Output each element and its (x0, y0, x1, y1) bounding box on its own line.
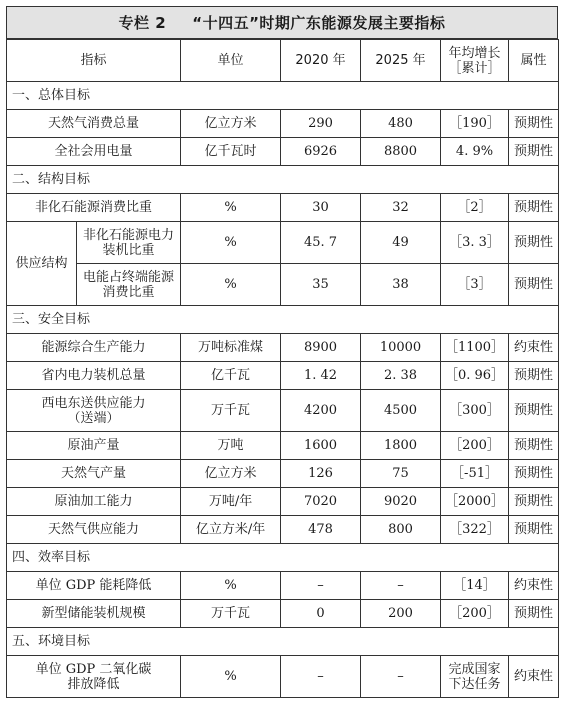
table-row (7, 138, 559, 166)
row-name: 省内电力装机总量 (7, 362, 181, 390)
row-growth: ［0. 96］ (441, 362, 509, 390)
header-row (7, 40, 559, 82)
row-name (7, 656, 181, 698)
row-attr: 约束性 (509, 656, 559, 698)
row-2025: – (361, 572, 441, 600)
title-text: “十四五”时期广东能源发展主要指标 (192, 14, 446, 32)
row-growth-line2: 下达任务 (448, 676, 501, 692)
section-security: 三、安全目标 (7, 306, 559, 334)
row-2020: 7020 (281, 488, 361, 516)
row-attr: 预期性 (509, 460, 559, 488)
row-attr: 预期性 (509, 138, 559, 166)
row-unit: % (181, 264, 281, 306)
row-unit: 亿立方米 (181, 460, 281, 488)
row-2020: 8900 (281, 334, 361, 362)
row-2020: 1600 (281, 432, 361, 460)
row-unit: % (181, 222, 281, 264)
section-efficiency: 四、效率目标 (7, 544, 559, 572)
section-overall: 一、总体目标 (7, 82, 559, 110)
row-name-line1: 西电东送供应能力 (41, 395, 146, 411)
section-row (7, 166, 559, 194)
row-name: 全社会用电量 (7, 138, 181, 166)
row-2020: – (281, 572, 361, 600)
row-unit: 万吨 (181, 432, 281, 460)
row-attr: 约束性 (509, 572, 559, 600)
table-row (7, 390, 559, 432)
row-name (77, 222, 181, 264)
table-row (7, 222, 559, 264)
row-2025: 32 (361, 194, 441, 222)
row-name-line2: 装机比重 (102, 242, 155, 258)
row-growth: ［200］ (441, 600, 509, 628)
row-growth-line1: 完成国家 (448, 661, 501, 677)
row-attr: 预期性 (509, 488, 559, 516)
section-row (7, 306, 559, 334)
table-row (7, 460, 559, 488)
table-row (7, 264, 559, 306)
row-growth: ［322］ (441, 516, 509, 544)
row-growth: ［190］ (441, 110, 509, 138)
row-attr: 预期性 (509, 264, 559, 306)
header-indicator: 指标 (7, 40, 181, 82)
row-attr: 预期性 (509, 362, 559, 390)
row-2025: 9020 (361, 488, 441, 516)
row-name-line2: （送端） (67, 410, 120, 426)
row-name-line2: 排放降低 (67, 676, 120, 692)
section-row (7, 544, 559, 572)
row-growth: ［300］ (441, 390, 509, 432)
row-name-line1: 电能占终端能源 (83, 269, 175, 285)
row-name: 新型储能装机规模 (7, 600, 181, 628)
row-attr: 预期性 (509, 194, 559, 222)
row-2020: 45. 7 (281, 222, 361, 264)
table-row (7, 194, 559, 222)
row-name (77, 264, 181, 306)
header-growth-line1: 年均增长 (448, 45, 501, 61)
row-name: 非化石能源消费比重 (7, 194, 181, 222)
header-attr: 属性 (509, 40, 559, 82)
row-unit: 亿立方米 (181, 110, 281, 138)
row-2025: 800 (361, 516, 441, 544)
row-name-line1: 单位 GDP 二氧化碳 (35, 661, 152, 677)
row-2025: 8800 (361, 138, 441, 166)
row-2020: 1. 42 (281, 362, 361, 390)
header-growth-line2: ［累计］ (448, 60, 501, 76)
table-row (7, 362, 559, 390)
row-unit: 万吨/年 (181, 488, 281, 516)
supply-structure-label: 供应结构 (7, 222, 77, 306)
header-2020: 2020 年 (281, 40, 361, 82)
table-row (7, 600, 559, 628)
row-growth: ［14］ (441, 572, 509, 600)
row-growth: ［3］ (441, 264, 509, 306)
row-2025: 38 (361, 264, 441, 306)
row-2020: 126 (281, 460, 361, 488)
header-growth (441, 40, 509, 82)
row-unit: % (181, 194, 281, 222)
row-growth: ［2000］ (441, 488, 509, 516)
row-2020: 4200 (281, 390, 361, 432)
row-attr: 预期性 (509, 516, 559, 544)
table-title (6, 6, 558, 39)
row-unit: 亿千瓦 (181, 362, 281, 390)
row-2025: 4500 (361, 390, 441, 432)
row-growth (441, 656, 509, 698)
row-attr: 预期性 (509, 110, 559, 138)
header-2025: 2025 年 (361, 40, 441, 82)
table-row (7, 110, 559, 138)
row-2025: 75 (361, 460, 441, 488)
row-attr: 预期性 (509, 600, 559, 628)
row-unit: 亿千瓦时 (181, 138, 281, 166)
table-row (7, 516, 559, 544)
row-2025: 10000 (361, 334, 441, 362)
table-row (7, 334, 559, 362)
row-growth: ［200］ (441, 432, 509, 460)
row-unit: 亿立方米/年 (181, 516, 281, 544)
table-row (7, 656, 559, 698)
row-growth: ［3. 3］ (441, 222, 509, 264)
row-2020: 290 (281, 110, 361, 138)
row-attr: 预期性 (509, 390, 559, 432)
row-unit: 万千瓦 (181, 600, 281, 628)
indicator-table (6, 39, 559, 698)
row-2020: 35 (281, 264, 361, 306)
indicator-table-panel (6, 6, 558, 714)
row-name: 天然气供应能力 (7, 516, 181, 544)
row-unit: 万吨标准煤 (181, 334, 281, 362)
row-2025: 200 (361, 600, 441, 628)
row-name: 能源综合生产能力 (7, 334, 181, 362)
row-growth: 4. 9% (441, 138, 509, 166)
row-name: 天然气产量 (7, 460, 181, 488)
section-row (7, 82, 559, 110)
row-growth: ［2］ (441, 194, 509, 222)
row-name-line2: 消费比重 (102, 284, 155, 300)
row-2020: 6926 (281, 138, 361, 166)
table-row (7, 432, 559, 460)
table-row (7, 488, 559, 516)
row-attr: 预期性 (509, 222, 559, 264)
section-row (7, 628, 559, 656)
row-name (7, 390, 181, 432)
header-unit: 单位 (181, 40, 281, 82)
row-unit: 万千瓦 (181, 390, 281, 432)
row-2020: 0 (281, 600, 361, 628)
section-structure: 二、结构目标 (7, 166, 559, 194)
row-name: 原油加工能力 (7, 488, 181, 516)
row-unit: % (181, 656, 281, 698)
row-2025: 49 (361, 222, 441, 264)
row-2025: 480 (361, 110, 441, 138)
row-2020: 30 (281, 194, 361, 222)
row-2025: – (361, 656, 441, 698)
section-environment: 五、环境目标 (7, 628, 559, 656)
row-attr: 预期性 (509, 432, 559, 460)
table-row (7, 572, 559, 600)
row-name: 单位 GDP 能耗降低 (7, 572, 181, 600)
title-prefix: 专栏 2 (118, 14, 167, 32)
row-attr: 约束性 (509, 334, 559, 362)
row-name: 原油产量 (7, 432, 181, 460)
row-2025: 2. 38 (361, 362, 441, 390)
row-name-line1: 非化石能源电力 (83, 227, 175, 243)
row-name: 天然气消费总量 (7, 110, 181, 138)
row-growth: ［-51］ (441, 460, 509, 488)
row-2025: 1800 (361, 432, 441, 460)
row-unit: % (181, 572, 281, 600)
row-2020: 478 (281, 516, 361, 544)
row-2020: – (281, 656, 361, 698)
row-growth: ［1100］ (441, 334, 509, 362)
